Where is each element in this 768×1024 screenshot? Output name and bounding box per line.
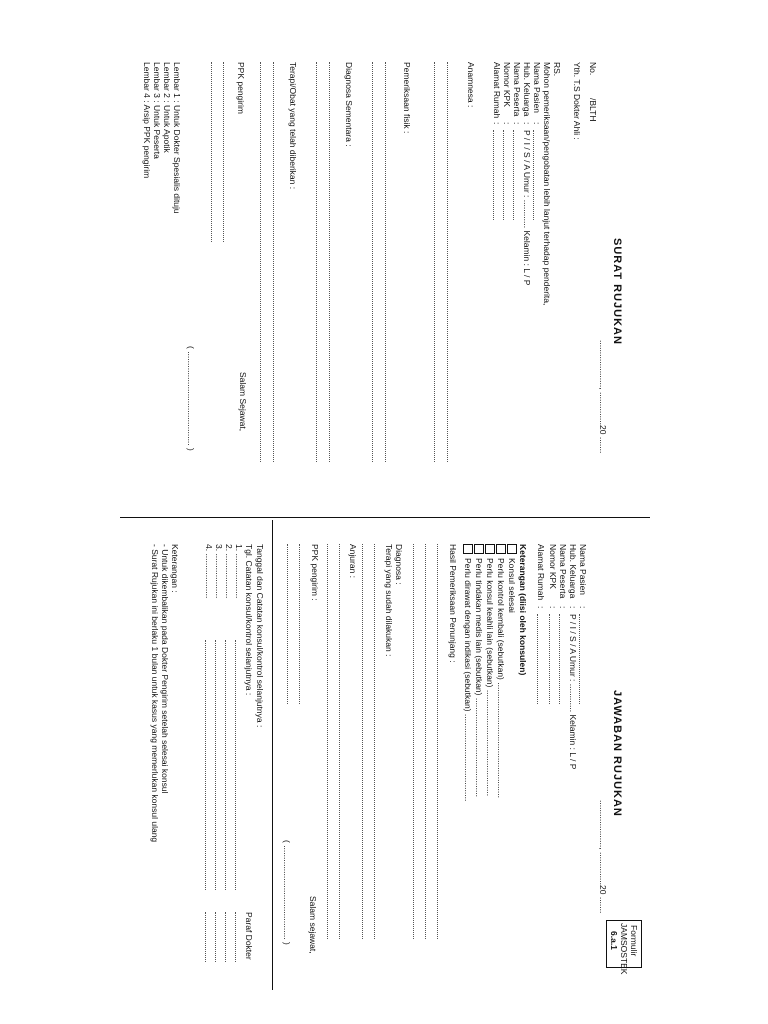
left-field-sep: : bbox=[492, 122, 502, 125]
left-signature-line[interactable]: ( ........................................ ) bbox=[186, 346, 196, 451]
hasil-pemeriksaan-line[interactable] bbox=[425, 544, 426, 939]
anjuran-line[interactable] bbox=[339, 544, 340, 939]
anjuran-label: Anjuran : bbox=[348, 544, 358, 579]
right-field-sep: : bbox=[568, 606, 578, 609]
right-ppk-line[interactable] bbox=[287, 544, 288, 704]
tgl-row-4: 4. ................... bbox=[204, 544, 214, 599]
right-terapi-line[interactable] bbox=[362, 544, 363, 939]
option-tindakan-medis-checkbox[interactable] bbox=[474, 544, 484, 554]
right-nama-peserta-input[interactable] bbox=[559, 614, 560, 704]
tgl-row-1: 1. ................... bbox=[234, 544, 244, 599]
left-no-value: /BLTH bbox=[588, 98, 598, 122]
right-terapi-line[interactable] bbox=[374, 544, 375, 939]
tgl-row-1-line[interactable] bbox=[235, 640, 236, 890]
left-field-sep: : bbox=[502, 122, 512, 125]
form-code-box bbox=[606, 920, 642, 975]
left-ppk-line[interactable] bbox=[223, 62, 224, 242]
option-kontrol-kembali-checkbox[interactable] bbox=[496, 544, 506, 554]
left-diagnosa-label: Diagnosa Sementara : bbox=[344, 62, 354, 147]
right-keterangan-label: Keterangan : bbox=[170, 544, 180, 593]
right-field-sep: : bbox=[536, 606, 546, 609]
right-field-label: Nama Peserta bbox=[558, 544, 568, 599]
option-label: Perlu konsul keahli lain (sebutkan) ............................................. bbox=[485, 558, 495, 797]
left-ppk-label: PPK pengirim bbox=[236, 62, 246, 114]
right-date-line: ...................., ..............20 ....... bbox=[598, 800, 608, 914]
right-section-separator bbox=[272, 520, 273, 990]
page-divider bbox=[120, 517, 650, 518]
left-alamat-input[interactable] bbox=[493, 130, 494, 220]
right-nama-pasien-input[interactable] bbox=[579, 614, 580, 704]
left-anamnesa-label: Anamnesa : bbox=[466, 62, 476, 108]
keterangan-konsulen-title: Keterangan (diisi oleh konsulen) bbox=[518, 544, 528, 676]
left-terapi-label: Terapi/Obat yang telah diberikan : bbox=[288, 62, 298, 190]
tgl-row-4-line[interactable] bbox=[205, 640, 206, 890]
left-field-sep: : bbox=[512, 122, 522, 125]
option-konsul-keahli-lain-checkbox[interactable] bbox=[485, 544, 495, 554]
left-no-label: No. bbox=[588, 62, 598, 76]
left-addressee-label: Yth. T.S Dokter Ahli : bbox=[572, 62, 582, 140]
left-diagnosa-line[interactable] bbox=[316, 62, 317, 462]
option-label: Perlu kontrol kembali (sebutkan) ................................................. bbox=[496, 558, 506, 798]
left-ppk-line[interactable] bbox=[211, 62, 212, 242]
left-field-label: Nomor KPK bbox=[502, 62, 512, 107]
left-terapi-line[interactable] bbox=[260, 62, 261, 462]
right-nomor-kpk-input[interactable] bbox=[549, 614, 550, 704]
left-rs-label: RS. bbox=[552, 62, 562, 77]
right-field-label: Hub. Keluarga bbox=[568, 544, 578, 599]
left-lembar-1: Lembar 1 : Untuk Dokter Spesialis dituju bbox=[172, 62, 182, 214]
tgl-row-3: 3. ................... bbox=[214, 544, 224, 599]
left-field-label: Nama Peserta bbox=[512, 62, 522, 117]
right-field-label: Nomor KPK bbox=[548, 544, 558, 589]
tgl-catatan-header: Tgl. Catatan konsul/kontrol selanjutnya : bbox=[244, 544, 254, 696]
form-code-line3: 6.a.1 bbox=[609, 931, 619, 950]
left-pemeriksaan-line[interactable] bbox=[372, 62, 373, 462]
left-date-line: ...................., ..............20 ....... bbox=[598, 340, 608, 454]
anjuran-line[interactable] bbox=[327, 544, 328, 939]
left-diagnosa-line[interactable] bbox=[329, 62, 330, 462]
surat-rujukan-title: SURAT RUJUKAN bbox=[611, 238, 623, 345]
paraf-row-4-line[interactable] bbox=[205, 912, 206, 962]
right-alamat-input[interactable] bbox=[537, 614, 538, 704]
right-field-sep: : bbox=[578, 606, 588, 609]
left-nama-peserta-input[interactable] bbox=[513, 130, 514, 220]
right-field-label: Nama Pasien bbox=[578, 544, 588, 596]
left-anamnesa-line[interactable] bbox=[447, 62, 448, 462]
paraf-row-1-line[interactable] bbox=[235, 912, 236, 962]
left-nama-pasien-input[interactable] bbox=[533, 130, 534, 220]
right-hub-keluarga-value: P / I / S / A Umur : ............ Kelamin : L / P bbox=[568, 614, 578, 770]
option-label: Perlu dirawat dengan indikasi (sebutkan) ..................................... bbox=[463, 558, 473, 802]
form-code-line2: JAMSOSTEK bbox=[619, 923, 629, 975]
left-lembar-2: Lembar 2 : Untuk Apotik bbox=[162, 62, 172, 153]
left-salam: Salam Sejawat, bbox=[238, 372, 248, 432]
right-note-1: - Untuk dikembalikan pada Dokter Pengirim setelah selesai konsul bbox=[160, 544, 170, 794]
right-field-label: Alamat Rumah bbox=[536, 544, 546, 601]
form-code-line1: Formulir bbox=[629, 925, 639, 957]
right-field-sep: : bbox=[558, 606, 568, 609]
tgl-row-2-line[interactable] bbox=[225, 640, 226, 890]
left-field-sep: : bbox=[532, 122, 542, 125]
left-pemeriksaan-label: Pemeriksaan fisik : bbox=[402, 62, 412, 134]
option-label: Konsul selesai bbox=[507, 558, 517, 613]
right-diagnosa-label: Diagnosa : bbox=[394, 544, 404, 585]
left-request-text: Mohon pemeriksaan/pengobatan lebih lanjut terhadap penderita, bbox=[542, 62, 552, 306]
hasil-pemeriksaan-line[interactable] bbox=[413, 544, 414, 939]
left-pemeriksaan-line[interactable] bbox=[385, 62, 386, 462]
jawaban-rujukan-title: JAWABAN RUJUKAN bbox=[611, 690, 623, 817]
paraf-row-3-line[interactable] bbox=[215, 912, 216, 962]
hasil-pemeriksaan-line[interactable] bbox=[437, 544, 438, 939]
right-note-2: - Surat Rujukan ini berlaku 1 bulan untuk kasus yang memerlukan konsul ulang bbox=[150, 544, 160, 843]
right-terapi-label: Terapi yang sudah dilakukan : bbox=[384, 544, 394, 657]
left-terapi-line[interactable] bbox=[273, 62, 274, 462]
paraf-row-2-line[interactable] bbox=[225, 912, 226, 962]
right-salam: Salam sejawat, bbox=[308, 896, 318, 954]
option-label: Perlu tindakan medis lain (sebutkan) .......................................... bbox=[474, 558, 484, 798]
left-field-label: Hub. Keluarga bbox=[522, 62, 532, 117]
left-hub-keluarga-value: P / I / S / A Umur : ............ Kelamin : L / P bbox=[522, 130, 532, 286]
right-ppk-label: PPK pengirim : bbox=[310, 544, 320, 601]
left-field-label: Alamat Rumah bbox=[492, 62, 502, 119]
right-field-sep: : bbox=[548, 606, 558, 609]
paraf-dokter-header: Paraf Dokter bbox=[244, 912, 254, 960]
left-lembar-3: Lembar 3 : Untuk Peserta bbox=[152, 62, 162, 159]
tgl-row-2: 2. ................... bbox=[224, 544, 234, 599]
option-dirawat-checkbox[interactable] bbox=[463, 544, 473, 554]
option-konsul-selesai-checkbox[interactable] bbox=[507, 544, 517, 554]
right-ppk-line[interactable] bbox=[299, 544, 300, 704]
left-field-sep: : bbox=[522, 122, 532, 125]
left-lembar-4: Lembar 4 : Arsip PPK pengirim bbox=[142, 62, 152, 179]
hasil-pemeriksaan-label: Hasil Pemeriksaan Penunjang : bbox=[448, 544, 458, 663]
left-nomor-kpk-input[interactable] bbox=[503, 130, 504, 220]
right-signature-line[interactable]: ( ........................................ ) bbox=[282, 840, 292, 945]
tgl-row-3-line[interactable] bbox=[215, 640, 216, 890]
left-anamnesa-line[interactable] bbox=[434, 62, 435, 462]
left-field-label: Nama Pasien bbox=[532, 62, 542, 114]
tanggal-catatan-label: Tanggal dan Catatan konsul/kontrol selanjutnya : bbox=[255, 544, 265, 728]
